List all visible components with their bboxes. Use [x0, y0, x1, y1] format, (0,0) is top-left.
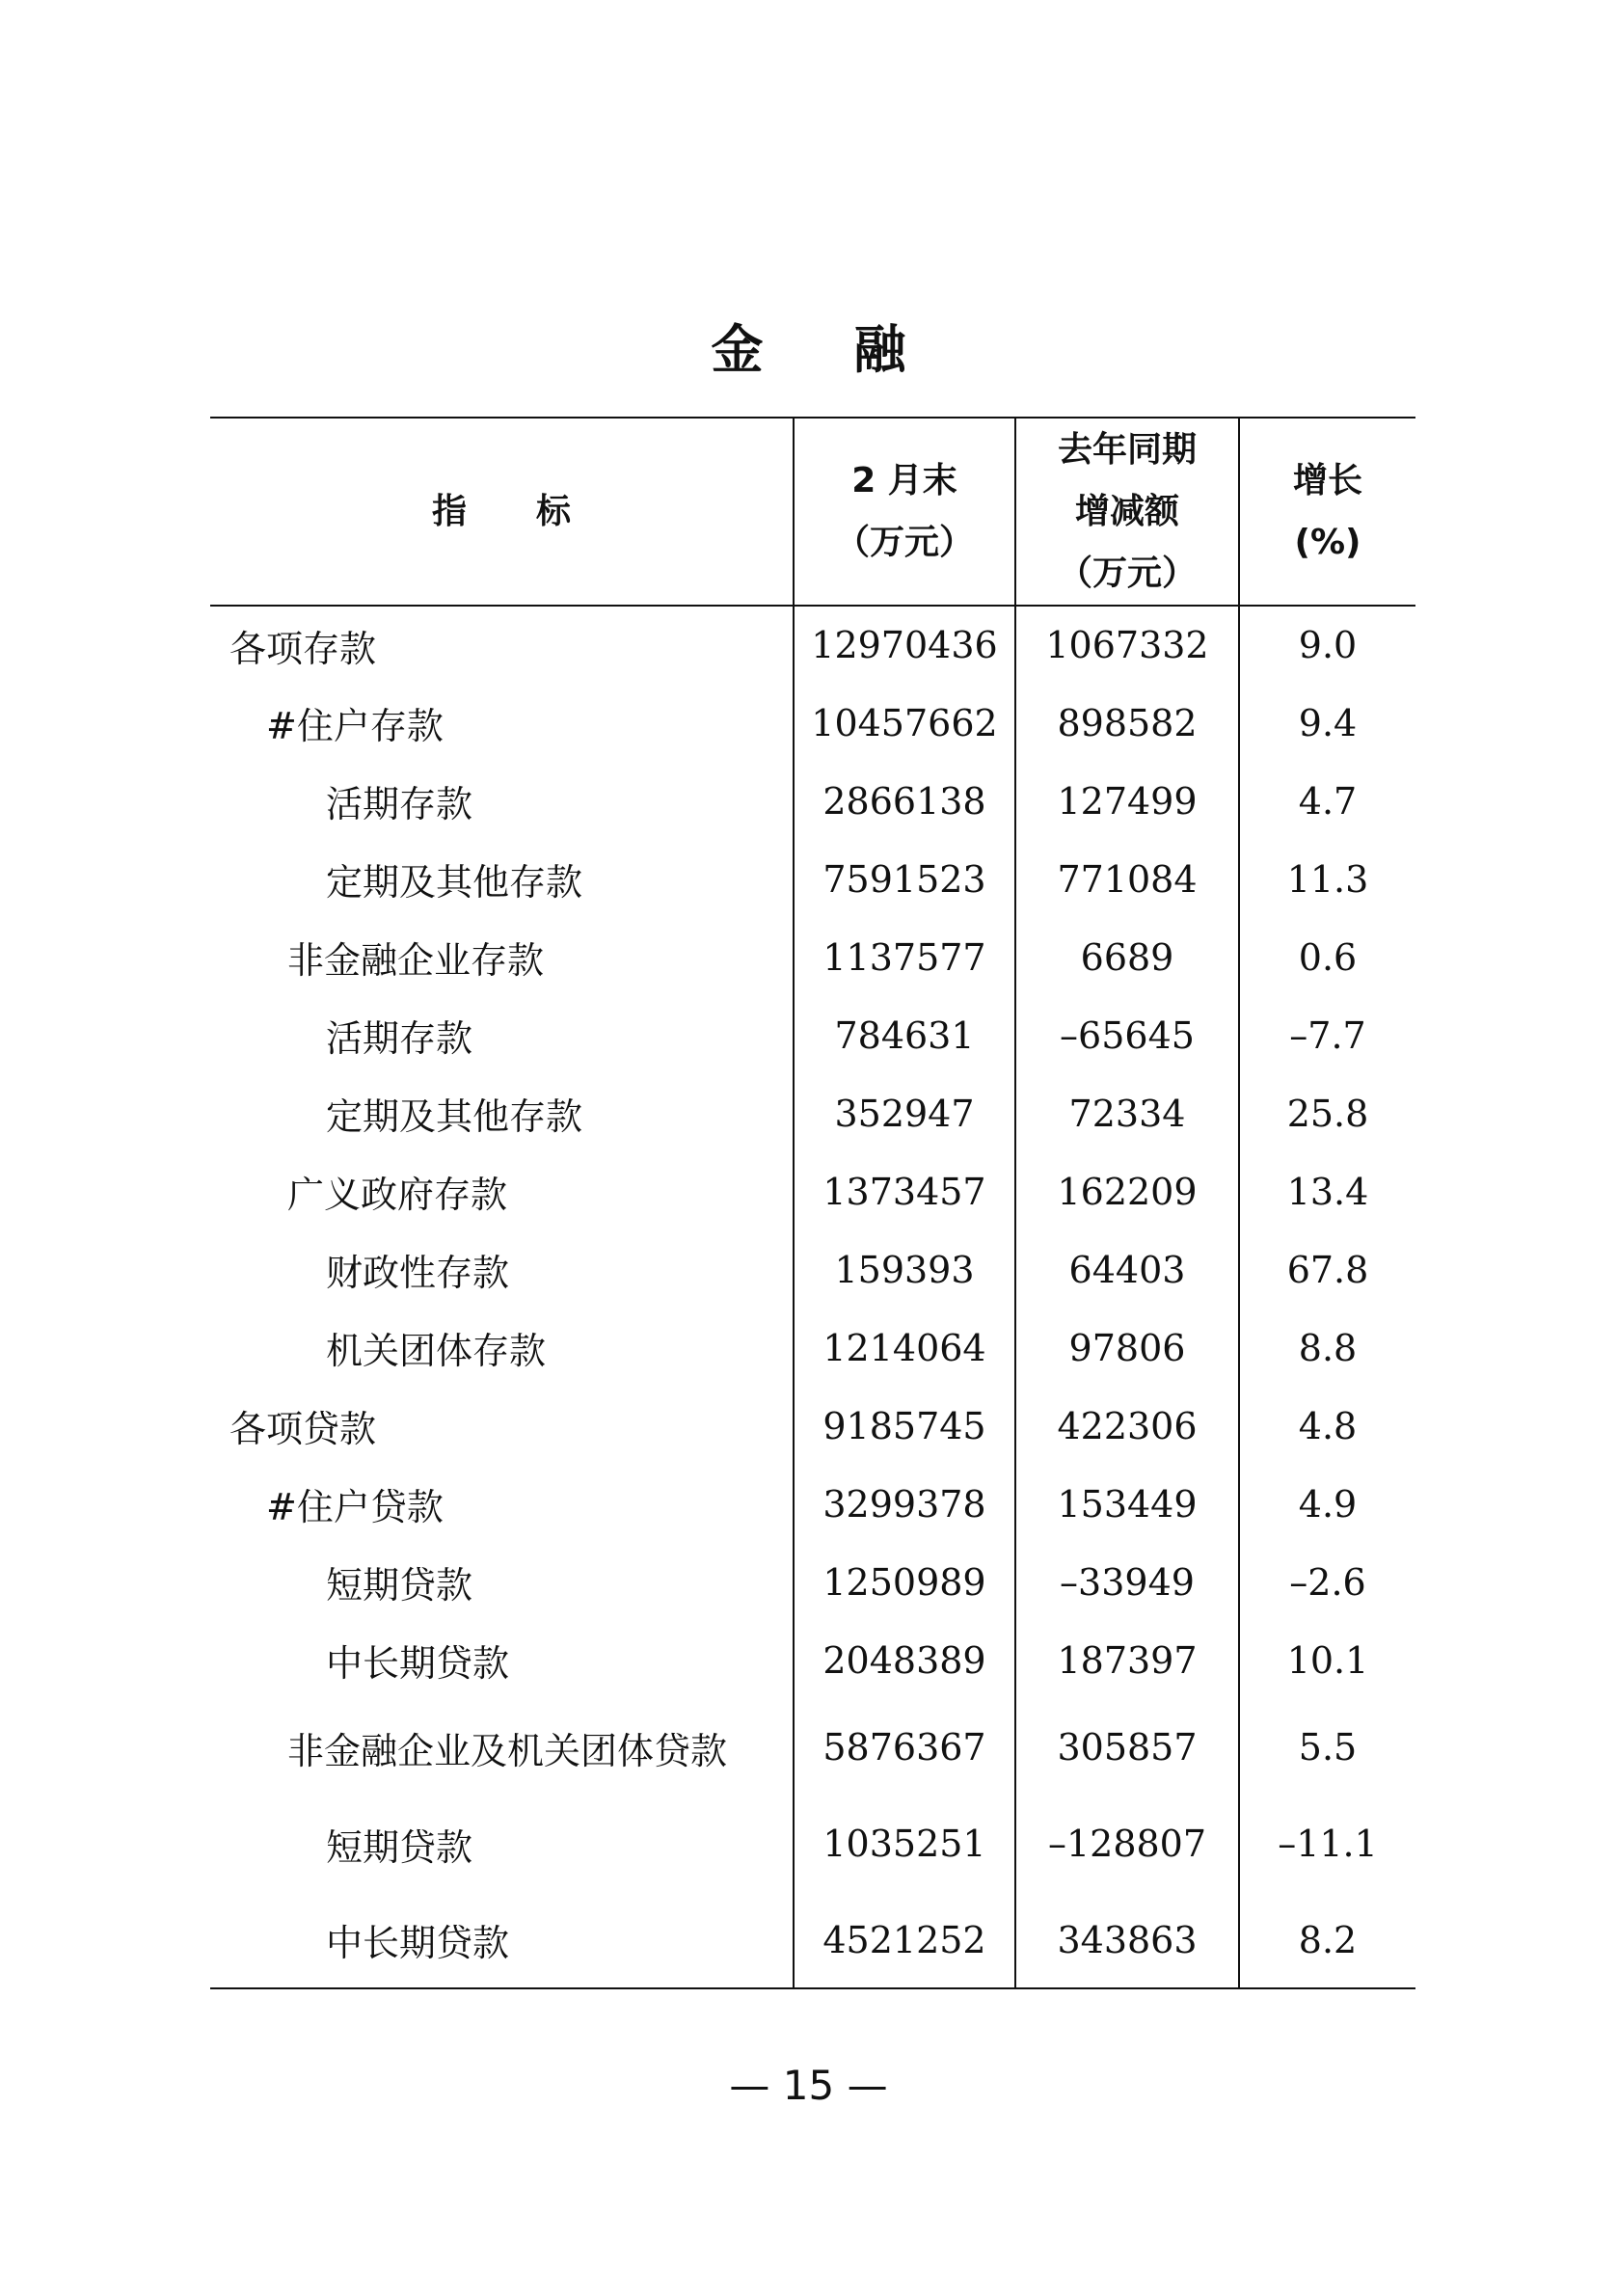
header-end-of-feb-line1: 2 月末 — [851, 460, 957, 500]
page-number: — 15 — — [729, 2062, 888, 2109]
header-indicator-b: 标 — [536, 491, 572, 531]
cell-growth: 13.4 — [1239, 1152, 1415, 1230]
table-row — [210, 996, 1415, 1074]
cell-yoy-change: 64403 — [1015, 1230, 1239, 1309]
cell-yoy-change: 127499 — [1015, 762, 1239, 840]
row-label: 定期及其他存款 — [326, 1095, 583, 1138]
header-yoy-change — [1015, 418, 1239, 606]
cell-yoy-change: 153449 — [1015, 1465, 1239, 1543]
cell-growth: 9.0 — [1239, 606, 1415, 684]
page-title — [0, 307, 1617, 393]
row-label: 广义政府存款 — [287, 1174, 508, 1216]
table-row — [210, 1621, 1415, 1699]
cell-growth: 25.8 — [1239, 1074, 1415, 1152]
table-row — [210, 1892, 1415, 1988]
cell-growth: 0.6 — [1239, 918, 1415, 996]
row-label: 短期贷款 — [326, 1825, 473, 1869]
cell-end-feb: 352947 — [794, 1074, 1015, 1152]
row-label: 各项存款 — [229, 627, 377, 670]
table-row — [210, 840, 1415, 918]
cell-yoy-change: 1067332 — [1015, 606, 1239, 684]
header-growth-line2: (%) — [1294, 522, 1361, 562]
row-label: 定期及其他存款 — [326, 861, 583, 904]
cell-end-feb: 12970436 — [794, 606, 1015, 684]
row-label: 短期贷款 — [326, 1564, 473, 1607]
header-growth — [1239, 418, 1415, 606]
table-row — [210, 1387, 1415, 1465]
cell-end-feb: 1137577 — [794, 918, 1015, 996]
row-label: 财政性存款 — [326, 1252, 510, 1294]
cell-growth: –11.1 — [1239, 1796, 1415, 1892]
table-row — [210, 1230, 1415, 1309]
cell-end-feb: 159393 — [794, 1230, 1015, 1309]
cell-yoy-change: 187397 — [1015, 1621, 1239, 1699]
cell-growth: –2.6 — [1239, 1543, 1415, 1621]
row-label: 各项贷款 — [229, 1408, 377, 1450]
cell-growth: 10.1 — [1239, 1621, 1415, 1699]
header-end-of-feb — [794, 418, 1015, 606]
table-row — [210, 1309, 1415, 1387]
title-char-1: 金 — [711, 319, 764, 380]
cell-end-feb: 1250989 — [794, 1543, 1015, 1621]
cell-growth: 67.8 — [1239, 1230, 1415, 1309]
cell-growth: 5.5 — [1239, 1699, 1415, 1796]
table-row — [210, 1152, 1415, 1230]
table-row — [210, 1074, 1415, 1152]
cell-end-feb: 5876367 — [794, 1699, 1015, 1796]
table-row — [210, 918, 1415, 996]
cell-end-feb: 1214064 — [794, 1309, 1015, 1387]
cell-growth: 4.9 — [1239, 1465, 1415, 1543]
cell-end-feb: 2048389 — [794, 1621, 1015, 1699]
row-label: 中长期贷款 — [326, 1642, 510, 1685]
table-header — [210, 418, 1415, 606]
table-row — [210, 1465, 1415, 1543]
cell-end-feb: 784631 — [794, 996, 1015, 1074]
table-row — [210, 1796, 1415, 1892]
table-row — [210, 684, 1415, 762]
cell-yoy-change: 771084 — [1015, 840, 1239, 918]
cell-end-feb: 2866138 — [794, 762, 1015, 840]
cell-yoy-change: 305857 — [1015, 1699, 1239, 1796]
cell-growth: 11.3 — [1239, 840, 1415, 918]
cell-yoy-change: 162209 — [1015, 1152, 1239, 1230]
header-end-of-feb-line2: （万元） — [834, 522, 974, 562]
cell-end-feb: 3299378 — [794, 1465, 1015, 1543]
cell-yoy-change: 898582 — [1015, 684, 1239, 762]
row-label: 非金融企业存款 — [287, 939, 545, 982]
cell-end-feb: 10457662 — [794, 684, 1015, 762]
finance-table — [210, 417, 1415, 1989]
cell-yoy-change: 343863 — [1015, 1892, 1239, 1988]
row-label: 机关团体存款 — [326, 1330, 547, 1372]
cell-yoy-change: –33949 — [1015, 1543, 1239, 1621]
cell-end-feb: 1373457 — [794, 1152, 1015, 1230]
cell-end-feb: 9185745 — [794, 1387, 1015, 1465]
row-label: 活期存款 — [326, 1017, 473, 1060]
cell-yoy-change: –128807 — [1015, 1796, 1239, 1892]
table-row — [210, 762, 1415, 840]
cell-end-feb: 7591523 — [794, 840, 1015, 918]
cell-growth: –7.7 — [1239, 996, 1415, 1074]
table-row — [210, 1699, 1415, 1796]
row-label: 非金融企业及机关团体贷款 — [287, 1729, 728, 1772]
cell-end-feb: 4521252 — [794, 1892, 1015, 1988]
row-label: 活期存款 — [326, 783, 473, 825]
table-row — [210, 606, 1415, 684]
row-label: #住户存款 — [266, 705, 444, 747]
row-label: #住户贷款 — [266, 1486, 444, 1528]
cell-yoy-change: 6689 — [1015, 918, 1239, 996]
cell-yoy-change: –65645 — [1015, 996, 1239, 1074]
cell-growth: 8.2 — [1239, 1892, 1415, 1988]
header-indicator-a: 指 — [431, 491, 467, 531]
header-yoy-change-line3: （万元） — [1057, 553, 1197, 593]
header-yoy-change-line2: 增减额 — [1074, 491, 1179, 531]
table-body — [210, 606, 1415, 1988]
cell-end-feb: 1035251 — [794, 1796, 1015, 1892]
table-row — [210, 1543, 1415, 1621]
header-growth-line1: 增长 — [1292, 460, 1362, 500]
cell-yoy-change: 97806 — [1015, 1309, 1239, 1387]
cell-yoy-change: 422306 — [1015, 1387, 1239, 1465]
cell-growth: 4.7 — [1239, 762, 1415, 840]
header-indicator — [210, 418, 794, 606]
row-label: 中长期贷款 — [210, 1892, 794, 1988]
header-yoy-change-line1: 去年同期 — [1057, 429, 1197, 470]
title-char-2: 融 — [853, 319, 906, 380]
cell-growth: 4.8 — [1239, 1387, 1415, 1465]
cell-yoy-change: 72334 — [1015, 1074, 1239, 1152]
cell-growth: 8.8 — [1239, 1309, 1415, 1387]
cell-growth: 9.4 — [1239, 684, 1415, 762]
